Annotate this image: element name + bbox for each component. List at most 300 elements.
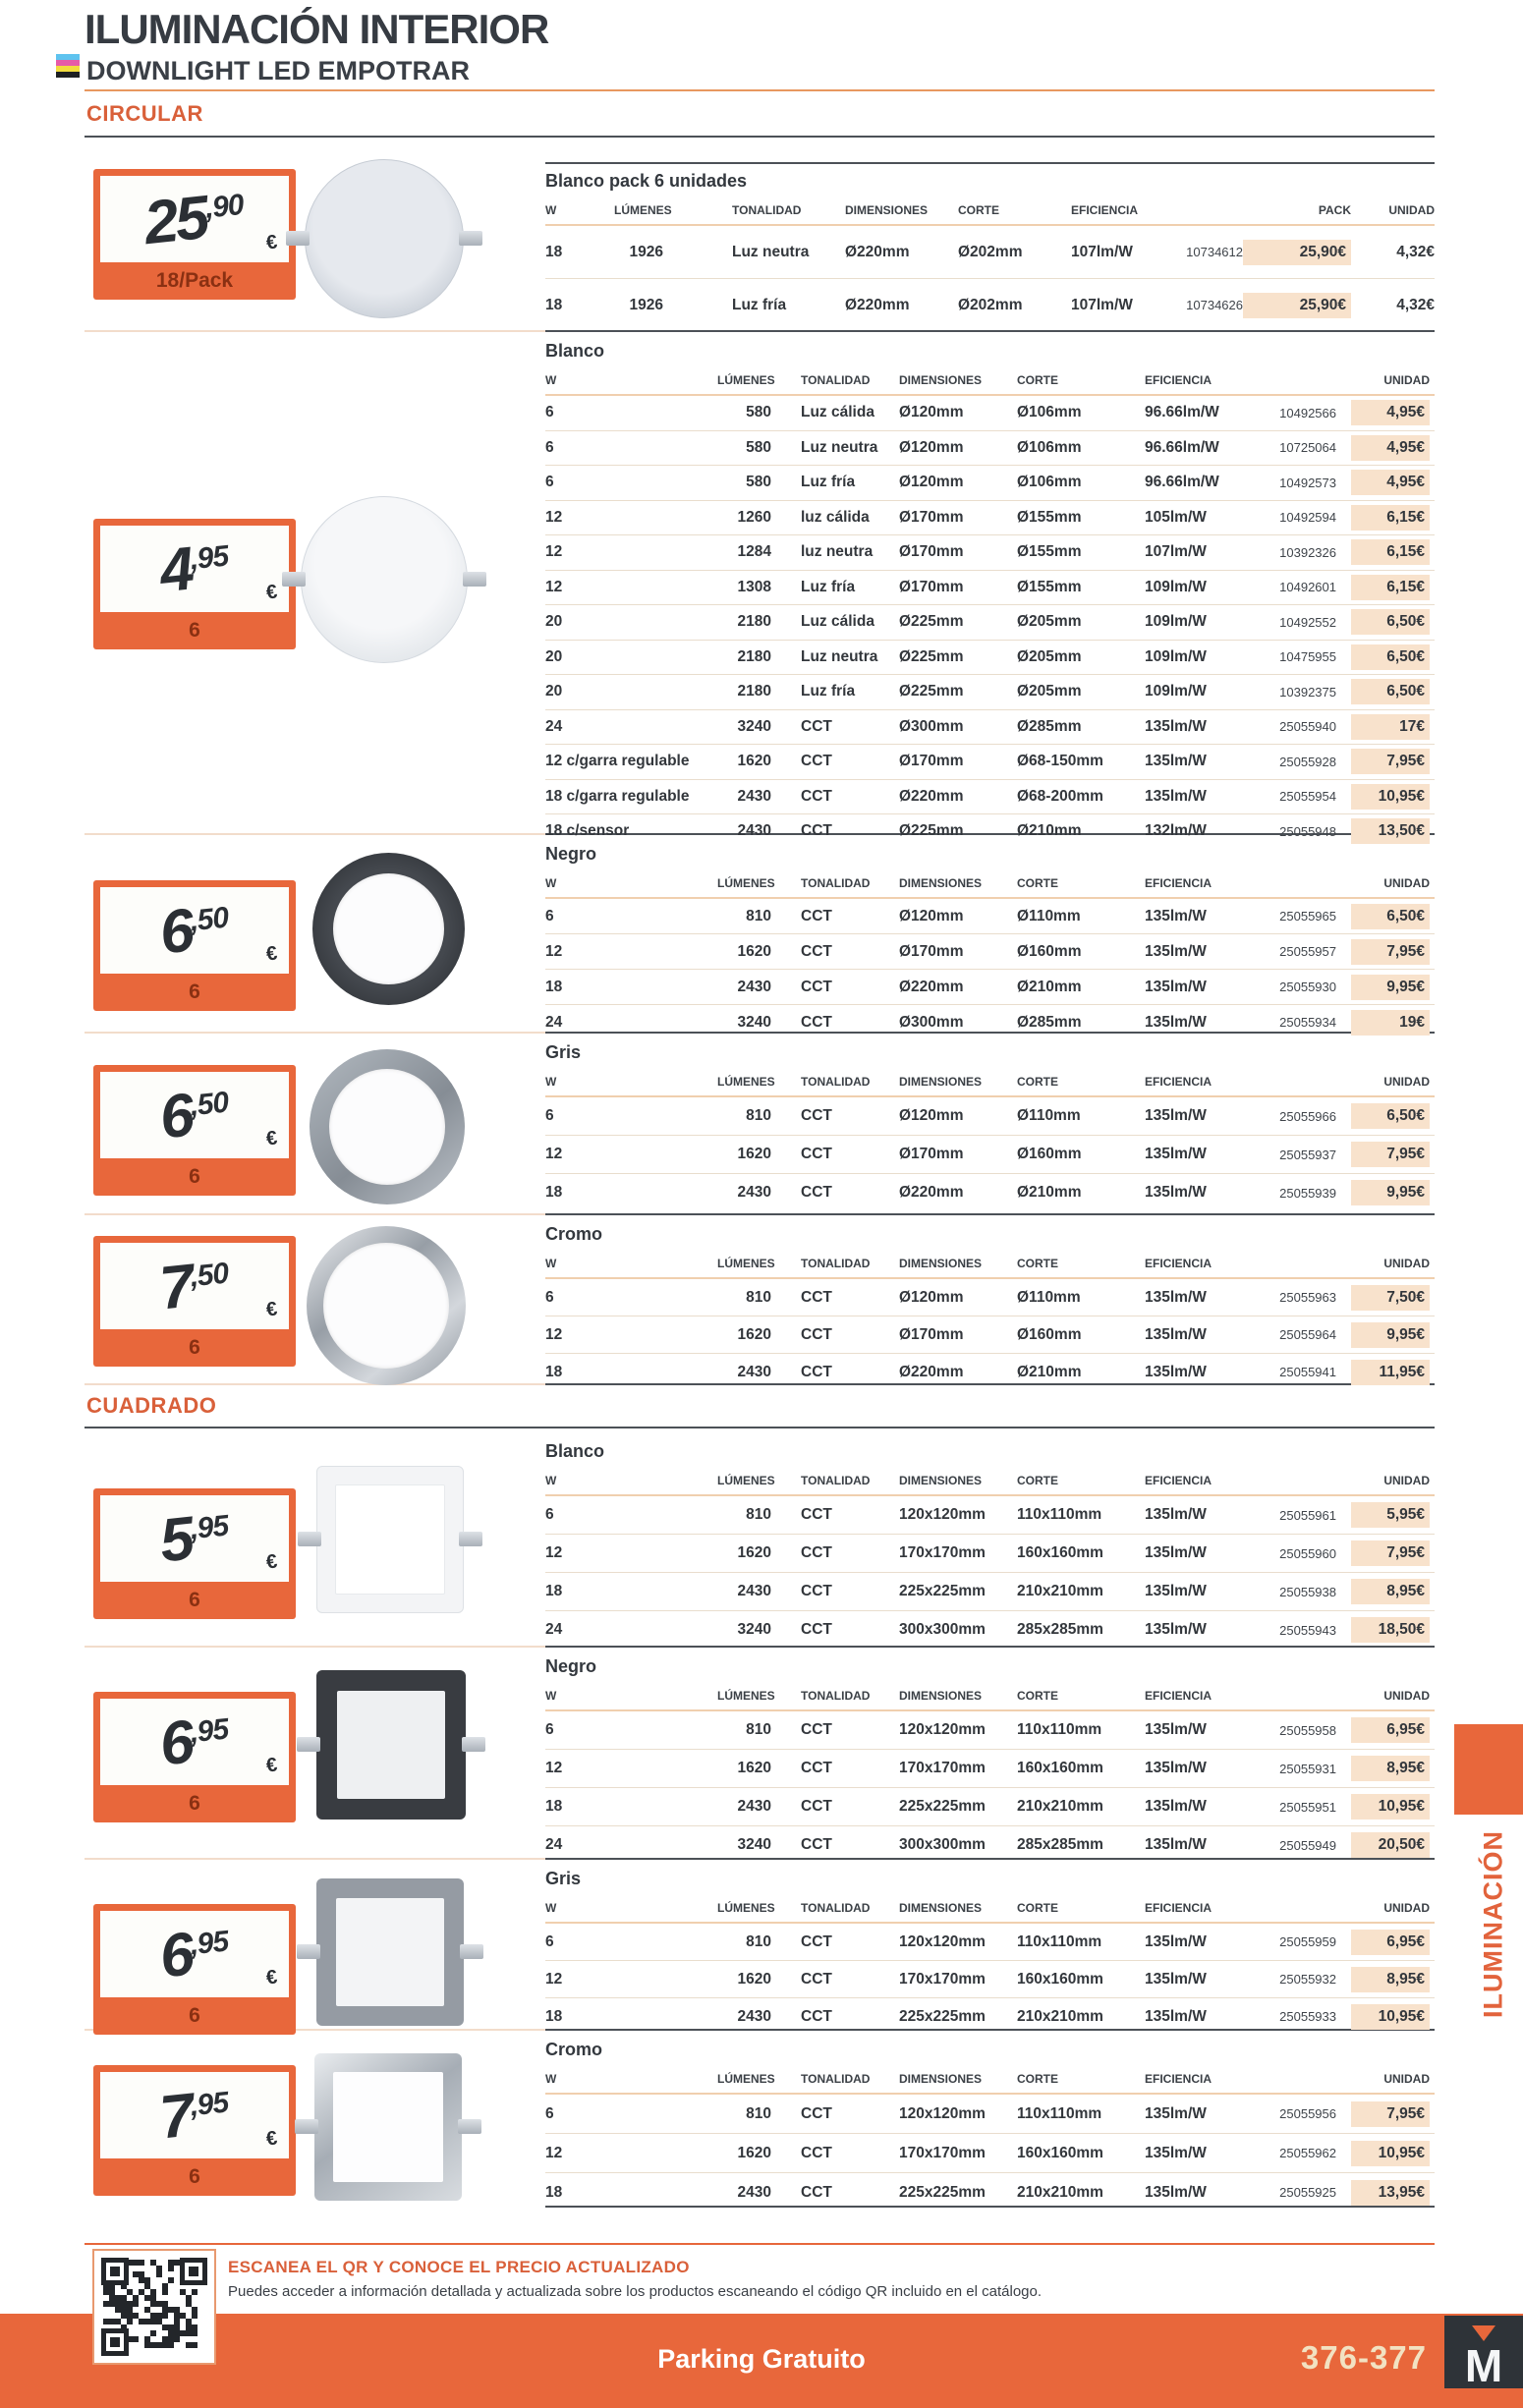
table-cell (1336, 505, 1430, 531)
table-cell: Ø205mm (1017, 647, 1082, 665)
table-cell: CCT (801, 1107, 832, 1124)
table-cell: CCT (801, 1146, 832, 1162)
price-tag-unit-label: 6 (189, 1589, 200, 1611)
table-cell: CCT (801, 1721, 832, 1738)
table-cell: 225x225mm (899, 1798, 986, 1815)
column-header: UNIDAD (1383, 2072, 1430, 2086)
table-cell: 107lm/W (1071, 296, 1133, 313)
logo-m-letter: M (1464, 2340, 1503, 2392)
table-cell: 810 (746, 1506, 771, 1523)
table-cell: Luz fría (801, 683, 856, 700)
table-cell: 25055932 (1279, 1972, 1336, 1987)
table-header-row (545, 1467, 1435, 1496)
divider (85, 833, 545, 835)
column-header: LÚMENES (717, 1474, 775, 1487)
product-image-downlight-round-gray (310, 1049, 465, 1204)
table-cell: 110x110mm (1017, 1932, 1102, 1950)
divider (85, 1858, 545, 1860)
table-section-title: Cromo (545, 2040, 602, 2059)
qr-pattern (103, 2260, 205, 2354)
table-cell: Ø285mm (1017, 1013, 1082, 1031)
table-cell: 25055930 (1279, 980, 1336, 994)
table-cell: Ø210mm (1017, 822, 1082, 840)
price-value: 6,15€ (1351, 575, 1430, 600)
table-cell: 25055963 (1279, 1290, 1336, 1305)
table-row (545, 430, 1435, 466)
table-cell (1336, 1285, 1430, 1311)
price-amount: 6,50 (156, 1081, 230, 1152)
price-value: 9,95€ (1351, 975, 1430, 1000)
price-tag-unit-label: 6 (189, 619, 200, 642)
table-cell: 25055941 (1279, 1365, 1336, 1379)
price-tag-inner (100, 1495, 289, 1582)
table-cell: 210x210mm (1017, 1583, 1103, 1599)
table-cell: 25055958 (1279, 1722, 1336, 1738)
table-cell: 132lm/W (1145, 822, 1207, 840)
logo-triangle-icon (1472, 2325, 1495, 2341)
table-cell: 580 (746, 474, 771, 491)
table-cell: 18 (545, 296, 563, 313)
table-cell: 135lm/W (1145, 787, 1207, 805)
table-cell: 25055956 (1279, 2106, 1336, 2121)
table-row (545, 1749, 1435, 1787)
price-value: 6,95€ (1351, 1930, 1430, 1955)
table-row (545, 1924, 1435, 1960)
table-cell: luz cálida (801, 508, 870, 526)
price-tag (93, 2065, 296, 2196)
table-cell: 25055937 (1279, 1147, 1336, 1162)
side-label-vertical: ILUMINACIÓN (1478, 1830, 1508, 2018)
product-table-cuadrado-blanco (545, 1432, 1435, 1649)
table-cell: Ø285mm (1017, 717, 1082, 735)
table-cell: CCT (801, 1363, 832, 1380)
registration-mark (56, 54, 80, 78)
table-cell: 96.66lm/W (1145, 404, 1219, 421)
table-cell: 135lm/W (1145, 1970, 1207, 1988)
table-cell: 10725064 (1279, 440, 1336, 456)
column-header: DIMENSIONES (845, 203, 929, 217)
table-cell: 810 (746, 907, 771, 924)
euro-sign: € (264, 1298, 279, 1321)
price-tag-unit-label: 18/Pack (155, 269, 234, 292)
table-cell (1336, 400, 1430, 425)
table-section-title: Negro (545, 1656, 597, 1676)
table-cell: 135lm/W (1145, 1932, 1207, 1950)
table-cell: 1620 (737, 1325, 771, 1343)
chapter-tab (1454, 1724, 1523, 1815)
table-row (545, 1572, 1435, 1610)
table-cell: CCT (801, 717, 832, 735)
column-header: LÚMENES (717, 373, 775, 387)
table-cell: 12 (545, 1325, 563, 1343)
downlight-diffuser (336, 1898, 444, 2006)
table-cell (1336, 1360, 1430, 1385)
table-cell (1336, 1717, 1430, 1743)
table-cell: Ø202mm (958, 243, 1023, 260)
price-tag-inner (100, 526, 289, 612)
table-cell: 170x170mm (899, 2144, 986, 2161)
product-image-downlight-round-pack (305, 159, 464, 318)
table-cell (1336, 435, 1430, 461)
price-tag-unit-label: 6 (189, 1165, 200, 1188)
parking-text: Parking Gratuito (657, 2344, 866, 2374)
column-header: W (545, 1901, 557, 1915)
price-value: 13,95€ (1351, 2180, 1430, 2206)
price-tag (93, 1236, 296, 1367)
table-cell: CCT (801, 822, 832, 840)
price-value: 19€ (1351, 1010, 1430, 1036)
price-value: 9,95€ (1351, 1180, 1430, 1205)
table-row (545, 1279, 1435, 1316)
euro-sign: € (264, 1550, 279, 1574)
price-tag-unit-label: 6 (189, 980, 200, 1003)
column-header: UNIDAD (1383, 1901, 1430, 1915)
table-cell (1336, 939, 1430, 965)
table-cell: 12 (545, 1760, 563, 1776)
table-cell: 110x110mm (1017, 2104, 1102, 2122)
table-cell: 2430 (737, 2183, 771, 2201)
column-header: TONALIDAD (801, 1901, 871, 1915)
table-cell: 12 (545, 1970, 563, 1988)
mounting-clip (282, 572, 306, 587)
table-row (545, 465, 1435, 500)
price-value: 6,15€ (1351, 505, 1430, 531)
table-cell (1336, 1832, 1430, 1858)
table-cell: 25055962 (1279, 2146, 1336, 2160)
table-cell: 1620 (737, 2144, 771, 2161)
table-cell: 6 (545, 907, 554, 924)
column-header: LÚMENES (614, 203, 672, 217)
divider (85, 1646, 545, 1648)
table-cell: 135lm/W (1145, 1760, 1207, 1776)
euro-sign: € (264, 1754, 279, 1777)
table-cell: Ø160mm (1017, 1325, 1082, 1343)
table-cell: 10492573 (1279, 475, 1336, 490)
table-cell: CCT (801, 1288, 832, 1306)
table-cell: Ø210mm (1017, 978, 1082, 995)
table-header-row (545, 1894, 1435, 1924)
table-cell: 10734612 (1186, 245, 1243, 259)
table-cell: 135lm/W (1145, 2144, 1207, 2161)
product-table-cuadrado-negro (545, 1648, 1435, 1864)
table-row (545, 1135, 1435, 1173)
table-cell: 25055951 (1279, 1799, 1336, 1815)
table-cell: Ø220mm (845, 296, 910, 313)
table-cell: Ø220mm (899, 787, 964, 805)
column-header: W (545, 876, 557, 890)
table-row (545, 604, 1435, 640)
table-section-title: Gris (545, 1869, 582, 1888)
qr-code (92, 2249, 216, 2365)
price-tag (93, 169, 296, 300)
table-cell: 2180 (737, 683, 771, 700)
page-title: ILUMINACIÓN INTERIOR (85, 6, 549, 52)
table-cell: Ø225mm (899, 613, 964, 631)
table-cell: Ø120mm (899, 404, 964, 421)
table-cell: CCT (801, 1760, 832, 1776)
table-cell: 1620 (737, 753, 771, 770)
table-cell: 18 (545, 1798, 563, 1815)
table-cell: Ø205mm (1017, 683, 1082, 700)
product-table-cuadrado-gris (545, 1860, 1435, 2035)
price-amount: 7,50 (156, 1252, 230, 1323)
price-tag-unit-label: 6 (189, 2165, 200, 2188)
column-header: TONALIDAD (801, 1689, 871, 1703)
product-image-downlight-square-chrome (314, 2053, 462, 2201)
column-header: TONALIDAD (801, 1257, 871, 1270)
table-cell (1336, 1617, 1430, 1643)
table-cell: 580 (746, 438, 771, 456)
euro-sign: € (264, 1966, 279, 1989)
table-cell (1336, 904, 1430, 929)
table-cell (1336, 975, 1430, 1000)
table-cell: 24 (545, 1013, 563, 1031)
table-cell: 810 (746, 2104, 771, 2122)
table-cell: 10492566 (1279, 405, 1336, 420)
table-cell: 1620 (737, 1544, 771, 1561)
price-tag (93, 1488, 296, 1619)
table-cell: Ø155mm (1017, 543, 1082, 561)
table-cell (1336, 1540, 1430, 1566)
table-cell: 18 (545, 243, 563, 260)
section-label-circular: CIRCULAR (86, 101, 203, 126)
table-cell: CCT (801, 753, 832, 770)
table-cell (1336, 2180, 1430, 2206)
table-row (545, 969, 1435, 1004)
price-amount: 4,95 (156, 534, 230, 606)
registration-stripe-black (56, 72, 80, 78)
table-row (545, 674, 1435, 709)
table-cell: 2180 (737, 613, 771, 631)
table-cell: 105lm/W (1145, 508, 1207, 526)
column-header: DIMENSIONES (899, 876, 983, 890)
table-cell: 12 (545, 1544, 563, 1561)
table-cell: 10475955 (1279, 649, 1336, 665)
table-cell: 12 (545, 578, 563, 595)
table-cell: Ø220mm (899, 1363, 964, 1380)
table-cell (1336, 1967, 1430, 1992)
table-cell: 18 (545, 2183, 563, 2201)
table-cell: 12 (545, 1146, 563, 1162)
table-cell: CCT (801, 1836, 832, 1853)
column-header: LÚMENES (717, 1257, 775, 1270)
table-row (545, 1173, 1435, 1211)
price-tag-inner (100, 1072, 289, 1158)
price-value: 8,95€ (1351, 1579, 1430, 1604)
table-cell: 1620 (737, 942, 771, 960)
price-value: 6,15€ (1351, 539, 1430, 565)
table-cell: 18 (545, 1184, 563, 1201)
divider (85, 330, 545, 332)
table-cell: 18 (545, 978, 563, 995)
table-cell: 2430 (737, 822, 771, 840)
table-cell: Ø300mm (899, 717, 964, 735)
qr-module (192, 2342, 197, 2348)
table-cell: 109lm/W (1145, 613, 1207, 631)
table-cell: 2430 (737, 787, 771, 805)
table-cell (1336, 1794, 1430, 1820)
mounting-clip (297, 1737, 320, 1752)
column-header: W (545, 1075, 557, 1089)
price-value: 8,95€ (1351, 1756, 1430, 1781)
table-cell: 4,32€ (1396, 296, 1435, 313)
table-cell: Ø68-200mm (1017, 787, 1103, 805)
table-cell: 170x170mm (899, 1970, 986, 1988)
table-cell: 25055933 (1279, 2009, 1336, 2024)
table-cell (1336, 714, 1430, 740)
product-table-cuadrado-cromo (545, 2031, 1435, 2212)
price-tag (93, 1904, 296, 2035)
column-header: W (545, 1257, 557, 1270)
table-cell: Ø170mm (899, 578, 964, 595)
table-cell: 12 (545, 508, 563, 526)
table-cell: 25055939 (1279, 1185, 1336, 1201)
table-row (545, 1610, 1435, 1649)
product-image-downlight-round-chrome (307, 1226, 466, 1385)
table-cell (1336, 1180, 1430, 1205)
table-cell: 4,32€ (1396, 243, 1435, 260)
table-cell: 225x225mm (899, 1583, 986, 1599)
table-section-title: Negro (545, 844, 597, 864)
table-row (545, 1097, 1435, 1135)
table-cell: 1926 (629, 296, 663, 313)
table-cell: 10392375 (1279, 684, 1336, 700)
table-row (545, 933, 1435, 969)
table-cell: Ø300mm (899, 1013, 964, 1031)
table-cell (1336, 609, 1430, 635)
table-cell: CCT (801, 1184, 832, 1201)
table-cell: 810 (746, 1288, 771, 1306)
table-cell: 110x110mm (1017, 1506, 1102, 1523)
price-value: 10,95€ (1351, 784, 1430, 810)
mounting-clip (463, 572, 486, 587)
euro-sign: € (264, 2127, 279, 2151)
table-cell: Luz neutra (801, 438, 878, 456)
table-row (545, 899, 1435, 933)
downlight-diffuser (333, 2072, 443, 2182)
table-cell: CCT (801, 1932, 832, 1950)
table-cell: CCT (801, 2104, 832, 2122)
column-header: UNIDAD (1383, 1257, 1430, 1270)
table-cell: 18 (545, 1363, 563, 1380)
downlight-diffuser (337, 1691, 445, 1799)
table-cell: 6 (545, 2104, 554, 2122)
price-value: 6,95€ (1351, 1717, 1430, 1743)
price-value: 9,95€ (1351, 1322, 1430, 1348)
table-row (545, 640, 1435, 675)
table-cell: 135lm/W (1145, 1583, 1207, 1599)
table-section-title: Blanco (545, 1441, 605, 1461)
table-cell: 18 c/garra regulable (545, 787, 690, 805)
mounting-clip (298, 1532, 321, 1546)
table-cell: Ø170mm (899, 942, 964, 960)
table-cell: 10392326 (1279, 544, 1336, 560)
price-value: 10,95€ (1351, 2004, 1430, 2030)
divider (85, 2243, 1435, 2245)
table-cell: 6 (545, 1107, 554, 1124)
column-header: DIMENSIONES (899, 1257, 983, 1270)
table-cell: 25055940 (1279, 719, 1336, 735)
price-amount: 25,90 (141, 183, 246, 258)
price-tag-unit-label: 6 (189, 1792, 200, 1815)
table-row (545, 226, 1435, 278)
table-cell: 1308 (737, 578, 771, 595)
table-cell: 135lm/W (1145, 1506, 1207, 1523)
table-cell: Ø120mm (899, 907, 964, 924)
table-header-row (545, 1682, 1435, 1711)
qr-finder-icon (101, 2328, 129, 2356)
table-cell: 120x120mm (899, 1932, 986, 1950)
table-cell: Luz fría (801, 578, 856, 595)
scan-qr-description: Puedes acceder a información detallada y actualizada sobre los productos escaneando el código QR incluido en el catálogo. (228, 2283, 1043, 2300)
table-cell: 6 (545, 1506, 554, 1523)
table-cell: Ø202mm (958, 296, 1023, 313)
table-cell (1336, 1502, 1430, 1528)
column-header: W (545, 2072, 557, 2086)
price-value: 18,50€ (1351, 1617, 1430, 1643)
table-cell: Ø106mm (1017, 404, 1082, 421)
table-cell: 3240 (737, 1621, 771, 1638)
price-tag-inner (100, 887, 289, 974)
price-tag-unit-label: 6 (189, 2004, 200, 2027)
price-value: 7,95€ (1351, 1142, 1430, 1167)
table-row (545, 1960, 1435, 1997)
column-header: EFICIENCIA (1145, 876, 1213, 890)
mounting-clip (458, 2119, 481, 2134)
table-cell: 25055959 (1279, 1934, 1336, 1949)
table-cell: Luz neutra (732, 243, 810, 260)
table-cell: 1260 (737, 508, 771, 526)
table-cell: Ø210mm (1017, 1184, 1082, 1201)
table-cell: CCT (801, 1013, 832, 1031)
table-cell: 2430 (737, 978, 771, 995)
table-row (545, 2172, 1435, 2212)
table-row (545, 1496, 1435, 1534)
table-cell: 1620 (737, 1970, 771, 1988)
table-cell: 24 (545, 1621, 563, 1638)
table-cell: 160x160mm (1017, 1970, 1103, 1988)
table-cell: 12 (545, 543, 563, 561)
column-header: DIMENSIONES (899, 1474, 983, 1487)
table-header-row (545, 196, 1435, 226)
column-header: LÚMENES (717, 2072, 775, 2086)
table-cell: 135lm/W (1145, 1184, 1207, 1201)
price-tag-inner (100, 1243, 289, 1329)
table-cell: 6 (545, 1288, 554, 1306)
column-header: CORTE (1017, 876, 1058, 890)
price-value: 7,95€ (1351, 2101, 1430, 2127)
table-cell (1336, 1322, 1430, 1348)
table-header-row (545, 1250, 1435, 1279)
divider (85, 1383, 545, 1385)
table-row (545, 1711, 1435, 1749)
table-cell: 25055961 (1279, 1507, 1336, 1523)
table-cell: Ø170mm (899, 508, 964, 526)
column-header: EFICIENCIA (1145, 1689, 1213, 1703)
table-cell: 135lm/W (1145, 1288, 1207, 1306)
column-header: UNIDAD (1383, 1689, 1430, 1703)
table-cell: 2180 (737, 647, 771, 665)
price-tag-inner (100, 2072, 289, 2158)
price-value: 7,95€ (1351, 1540, 1430, 1566)
table-cell: 810 (746, 1107, 771, 1124)
table-cell: CCT (801, 2007, 832, 2025)
table-row (545, 2133, 1435, 2172)
table-cell: 25055964 (1279, 1327, 1336, 1342)
column-header: TONALIDAD (801, 1474, 871, 1487)
table-cell: 1620 (737, 1146, 771, 1162)
table-header-row (545, 2065, 1435, 2095)
